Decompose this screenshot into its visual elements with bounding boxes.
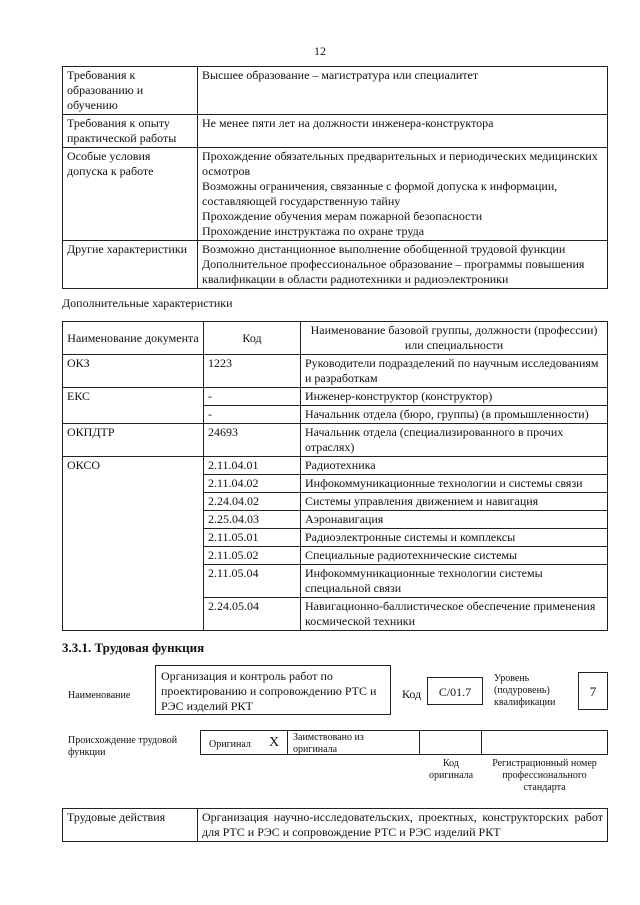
origin-label: Происхождение трудовой функции [68, 735, 178, 758]
table-row [63, 388, 608, 406]
cell-code: 2.11.04.01 [204, 457, 301, 475]
cell-name: Инженер-конструктор (конструктор) [301, 388, 608, 406]
tf-level-value: 7 [578, 672, 608, 710]
cell-name: Руководители подразделений по научным исследованиям и разработкам [301, 355, 608, 388]
row-value: Прохождение обязательных предварительных и периодических медицинских осмотров Возможны ограничения, связанные с формой допуска к информации, составляющей государственную тайну Прохождение обучения мерам пожарной безопасности Прохождение инструктажа по охране труда [198, 148, 608, 241]
cell-code: 2.11.04.02 [204, 475, 301, 493]
labor-actions-table [62, 808, 608, 842]
table-header-row [63, 322, 608, 355]
tf-code-value: C/01.7 [427, 677, 483, 705]
cell-code: - [204, 406, 301, 424]
cell-document: ОКСО [63, 457, 204, 631]
origin-borrowed-label: Заимствовано из оригинала [293, 732, 364, 755]
origin-code-caption: Код оригинала [428, 758, 474, 781]
actions-label: Трудовые действия [63, 809, 198, 842]
row-value: Высшее образование – магистратура или специалитет [198, 67, 608, 115]
row-value: Возможно дистанционное выполнение обобщенной трудовой функции Дополнительное профессиональное образование – программы повышения квалификации в области радиотехники и радиоэлектроники [198, 241, 608, 289]
table-row [63, 809, 608, 842]
tf-code-label: Код [402, 687, 422, 701]
origin-code-box [420, 730, 482, 755]
cell-name: Радиотехника [301, 457, 608, 475]
table-row [63, 424, 608, 457]
cell-document: ЕКС [63, 388, 204, 424]
cell-name: Системы управления движением и навигация [301, 493, 608, 511]
cell-code: 2.24.05.04 [204, 598, 301, 631]
row-label: Особые условия допуска к работе [63, 148, 198, 241]
characteristics-table [62, 321, 608, 631]
additional-characteristics-title: Дополнительные характеристики [62, 296, 233, 310]
cell-code: 2.11.05.01 [204, 529, 301, 547]
cell-code: 2.24.04.02 [204, 493, 301, 511]
cell-name: Начальник отдела (бюро, группы) (в промышленности) [301, 406, 608, 424]
origin-mark: X [269, 735, 280, 750]
cell-code: 2.25.04.03 [204, 511, 301, 529]
table-row [63, 241, 608, 289]
tf-level-label: Уровень (подуровень) квалификации [494, 673, 556, 708]
origin-original-label: Оригинал [209, 739, 251, 750]
cell-name: Инфокоммуникационные технологии системы специальной связи [301, 565, 608, 598]
table-row [63, 115, 608, 148]
page-number: 12 [314, 44, 326, 58]
origin-reg-box [481, 730, 608, 755]
cell-name: Навигационно-баллистическое обеспечение применения космической техники [301, 598, 608, 631]
table-row [63, 148, 608, 241]
tf-name-label: Наименование [68, 690, 131, 701]
origin-box [200, 730, 420, 755]
requirements-table [62, 66, 608, 289]
origin-reg-caption: Регистрационный номер профессионального стандарта [492, 758, 597, 793]
cell-name: Специальные радиотехнические системы [301, 547, 608, 565]
cell-code: 24693 [204, 424, 301, 457]
section-title: 3.3.1. Трудовая функция [62, 640, 205, 655]
origin-divider [287, 730, 288, 755]
table-row [63, 67, 608, 115]
cell-document: ОКПДТР [63, 424, 204, 457]
row-label: Требования к опыту практической работы [63, 115, 198, 148]
col-header-document: Наименование документа [63, 322, 204, 355]
actions-value: Организация научно-исследовательских, проектных, конструкторских работ для РТС и РЭС и сопровождение РТС и РЭС изделий РКТ [198, 809, 608, 842]
row-value: Не менее пяти лет на должности инженера-конструктора [198, 115, 608, 148]
cell-document: ОКЗ [63, 355, 204, 388]
cell-code: 1223 [204, 355, 301, 388]
cell-name: Начальник отдела (специализированного в прочих отраслях) [301, 424, 608, 457]
cell-code: 2.11.05.02 [204, 547, 301, 565]
cell-name: Инфокоммуникационные технологии и системы связи [301, 475, 608, 493]
table-row [63, 355, 608, 388]
row-label: Требования к образованию и обучению [63, 67, 198, 115]
cell-name: Аэронавигация [301, 511, 608, 529]
tf-name-value: Организация и контроль работ по проектированию и сопровождению РТС и РЭС изделий РКТ [155, 665, 391, 715]
col-header-code: Код [204, 322, 301, 355]
col-header-name: Наименование базовой группы, должности (профессии) или специальности [301, 322, 608, 355]
cell-code: 2.11.05.04 [204, 565, 301, 598]
cell-name: Радиоэлектронные системы и комплексы [301, 529, 608, 547]
cell-code: - [204, 388, 301, 406]
row-label: Другие характеристики [63, 241, 198, 289]
table-row [63, 457, 608, 475]
